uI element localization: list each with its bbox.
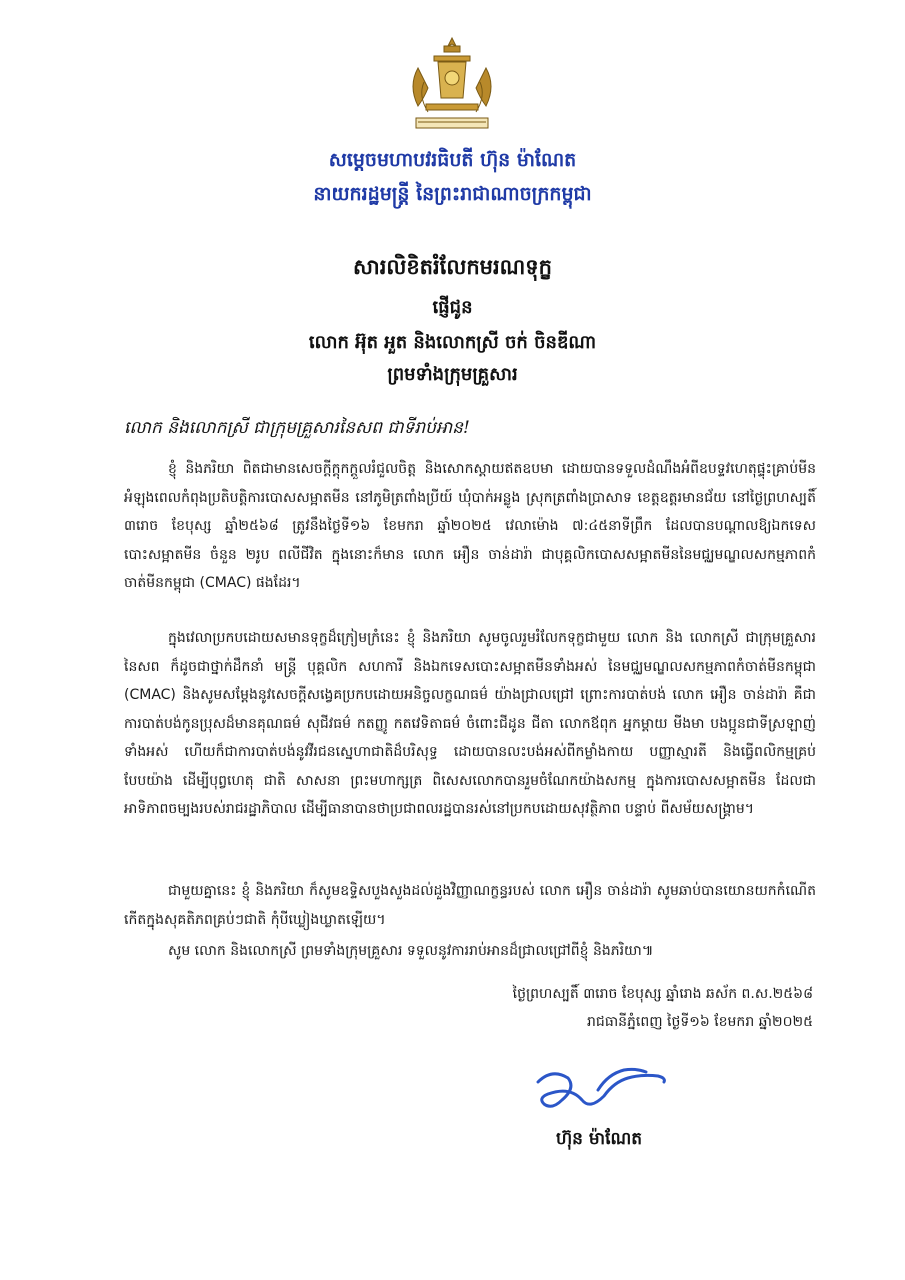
addressee-names: លោក អ៊ុត អួត និងលោកស្រី ចក់ ចិនឌីណា xyxy=(308,332,597,353)
sender-position: នាយករដ្ឋមន្ត្រី នៃព្រះរាជាណាចក្រកម្ពុជា xyxy=(313,183,592,205)
addressee-label: ផ្ញើជូន xyxy=(432,297,473,318)
body-paragraph: ក្នុងវេលាប្រកបដោយសមានទុក្ខដ៏ក្រៀមក្រំនេះ ខ្ញុំ និងភរិយា សូមចូលរួមរំលែកទុក្ខជាមួយ លោក និង លោកស្រី ជាក្រុមគ្រួសារនៃសព ក៏ដូចជាថ្នាក់ដឹកនាំ មន្ត្រី បុគ្គលិក សហការី និងឯកទេសបោះសម្អាតមីនទាំងអស់ នៃមជ្ឈមណ្ឌលសកម្មភាពកំចាត់មីនកម្ពុជា (CMAC) និងសូមសម្តែងនូវសេចក្តីសង្វេគប្រកបដោយអនិច្ចលក្ខណធម៌ យ៉ាងជ្រាលជ្រៅ ព្រោះការបាត់បង់ លោក អឿន ចាន់ដារ៉ា គឺជាការបាត់បង់កូនប្រុសដ៏មានគុណធម៌ សុជីវធម៌ កតញ្ញូ កតវេទិតាធម៌ ចំពោះជីដូន ជីតា លោកឪពុក អ្នកម្តាយ មីងមា បងប្អូនជាទីស្រឡាញ់ទាំងអស់ ហើយក៏ជាការបាត់បង់នូវវីរជនស្នេហាជាតិដ៏បរិសុទ្ធ ដោយបានលះបង់អស់ពីកម្លាំងកាយ បញ្ញាស្មារតី និងធ្វើពលិកម្មគ្រប់បែបយ៉ាង ដើម្បីបុព្វហេតុ ជាតិ សាសនា ព្រះមហាក្សត្រ ពិសេសលោកបានរួមចំណែកយ៉ាងសកម្ម ក្នុងការបោសសម្អាតមីន ដែលជាអាទិភាពចម្បងរបស់រាជរដ្ឋាភិបាល ដើម្បីធានាបានថាប្រជាពលរដ្ឋបានរស់នៅប្រកបដោយសុវត្ថិភាព បន្ទាប់ ពីសម័យសង្គ្រាម។ xyxy=(124,630,816,817)
body-paragraph: ជាមួយគ្នានេះ ខ្ញុំ និងភរិយា ក៏សូមឧទ្ទិសបួងសួងដល់ដួងវិញ្ញាណក្ខន្ធរបស់ លោក អឿន ចាន់ដារ៉ា សូមឆាប់បានយោនយកកំណើតកើតក្នុងសុគតិភពគ្រប់ៗជាតិ កុំបីឃ្លៀងឃ្លាតឡើយ។ xyxy=(124,883,816,928)
date-place: រាជធានីភ្នំពេញ ថ្ងៃទី១៦ ខែមករា ឆ្នាំ២០២៥ xyxy=(587,1014,813,1030)
sender-title: សម្តេចមហាបវរធិបតី ហ៊ុន ម៉ាណែត xyxy=(328,149,577,171)
handwritten-signature xyxy=(528,1062,688,1124)
closing-paragraph: សូម លោក និងលោកស្រី ព្រមទាំងក្រុមគ្រួសារ ទទួលនូវការរាប់អានដ៏ជ្រាលជ្រៅពីខ្ញុំ និងភរិយា៕ xyxy=(168,943,654,959)
signer-name: ហ៊ុន ម៉ាណែត xyxy=(556,1129,643,1149)
letter-title: សារលិខិតរំលែកមរណទុក្ខ xyxy=(353,254,552,279)
date-lunar: ថ្ងៃព្រហស្បតិ៍ ៣រោច ខែបុស្ស ឆ្នាំរោង ឆស័ក ព.ស.២៥៦៨ xyxy=(512,986,813,1002)
body-paragraph: ខ្ញុំ និងភរិយា ពិតជាមានសេចក្តីក្តុកក្តួលរំជួលចិត្ត និងសោកស្តាយឥតឧបមា ដោយបានទទួលដំណឹងអំពីឧបទ្ទវហេតុផ្ទុះគ្រាប់មីនអំឡុងពេលកំពុងប្រតិបត្តិការបោសសម្អាតមីន នៅភូមិត្រពាំងប្រីយ៍ ឃុំបាក់អន្លូង ស្រុកត្រពាំងប្រាសាទ ខេត្តឧត្តរមានជ័យ នៅថ្ងៃព្រហស្បតិ៍ ៣រោច ខែបុស្ស ឆ្នាំ២៥៦៨ ត្រូវនឹងថ្ងៃទី១៦ ខែមករា ឆ្នាំ២០២៥ វេលាម៉ោង ៧:៤៥នាទីព្រឹក ដែលបានបណ្តាលឱ្យឯកទេសបោះសម្អាតមីន ចំនួន ២រូប ពលីជីវិត ក្នុងនោះក៏មាន លោក អឿន ចាន់ដារ៉ា ជាបុគ្គលិកបោសសម្អាតមីននៃមជ្ឈមណ្ឌលសកម្មភាពកំចាត់មីនកម្ពុជា (CMAC) ផងដែរ។ xyxy=(124,461,816,591)
addressee-family: ព្រមទាំងក្រុមគ្រួសារ xyxy=(387,364,518,385)
salutation: លោក និងលោកស្រី ជាក្រុមគ្រួសារនៃសព ជាទីរាប់អាន! xyxy=(124,418,470,438)
royal-emblem-icon xyxy=(404,34,500,136)
